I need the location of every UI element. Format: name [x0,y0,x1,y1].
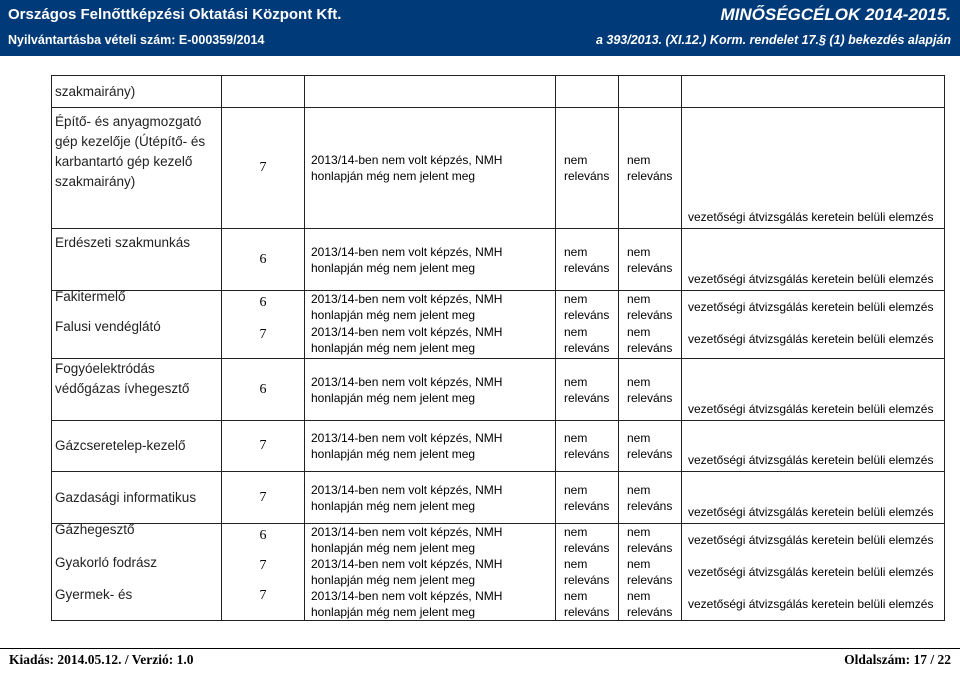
status-text: 2013/14-ben nem volt képzés, NMH honlapján még nem jelent meg [305,421,556,472]
evaluation-text: vezetőségi átvizsgálás keretein belüli elemzés [688,597,934,611]
score: 7 [259,588,267,603]
relevance-1: nem releváns [564,589,610,619]
relevance-1: nem releváns [556,472,619,524]
score: 6 [222,229,305,291]
page-header [0,0,960,56]
score: 7 [222,108,305,229]
evaluation-text: vezetőségi átvizsgálás keretein belüli elemzés [682,472,945,524]
status-text: 2013/14-ben nem volt képzés, NMH honlapján még nem jelent meg [311,589,503,619]
relevance-2: nem releváns [627,557,673,587]
relevance-2: nem releváns [627,525,673,555]
quality-goals-title: MINŐSÉGCÉLOK 2014-2015. [720,5,951,24]
qualification-table [51,75,945,621]
evaluation-text: vezetőségi átvizsgálás keretein belüli elemzés [682,229,945,291]
qualification-name: Falusi vendéglátó [55,319,161,334]
table-row [52,108,945,229]
evaluation-text: vezetőségi átvizsgálás keretein belüli elemzés [682,108,945,229]
evaluation-text: vezetőségi átvizsgálás keretein belüli elemzés [682,421,945,472]
score: 6 [259,295,267,310]
relevance-1: nem releváns [556,229,619,291]
org-name: Országos Felnőttképzési Oktatási Központ Kft. [8,6,342,23]
evaluation-text: vezetőségi átvizsgálás keretein belüli elemzés [682,359,945,421]
relevance-2: nem releváns [627,589,673,619]
qualification-name: Gázcseretelep-kezelő [52,421,222,472]
status-text: 2013/14-ben nem volt képzés, NMH honlapján még nem jelent meg [305,472,556,524]
status-text: 2013/14-ben nem volt képzés, NMH honlapján még nem jelent meg [305,108,556,229]
qualification-name: Gyakorló fodrász [55,555,158,570]
page-number: Oldalszám: 17 / 22 [844,652,951,667]
relevance-2: nem releváns [619,472,682,524]
relevance-1: nem releváns [556,359,619,421]
score: 7 [259,327,267,342]
relevance-1: nem releváns [564,557,610,587]
status-text: 2013/14-ben nem volt képzés, NMH honlapján még nem jelent meg [305,229,556,291]
relevance-2: nem releváns [627,292,673,322]
qualification-name: Gyermek- és [55,587,133,602]
evaluation-text: vezetőségi átvizsgálás keretein belüli elemzés [688,565,934,579]
page-footer [0,648,960,684]
evaluation-text: vezetőségi átvizsgálás keretein belüli elemzés [688,332,934,346]
table-row [52,359,945,421]
relevance-1: nem releváns [564,292,610,322]
relevance-2: nem releváns [619,421,682,472]
qualification-name: Fakitermelő [55,289,126,304]
score: 7 [222,472,305,524]
status-text: 2013/14-ben nem volt képzés, NMH honlapján még nem jelent meg [305,359,556,421]
score: 7 [222,421,305,472]
relevance-2: nem releváns [627,325,673,355]
evaluation-text: vezetőségi átvizsgálás keretein belüli elemzés [688,300,934,314]
table-row [52,291,945,359]
table-row [52,76,945,108]
regulation-reference: a 393/2013. (XI.12.) Korm. rendelet 17.§ (1) bekezdés alapján [595,33,951,47]
status-text: 2013/14-ben nem volt képzés, NMH honlapján még nem jelent meg [311,292,503,322]
score: 6 [222,359,305,421]
table-row [52,421,945,472]
relevance-1: nem releváns [564,525,610,555]
relevance-1: nem releváns [564,325,610,355]
evaluation-text: vezetőségi átvizsgálás keretein belüli elemzés [688,533,934,547]
relevance-2: nem releváns [619,359,682,421]
table-row [52,524,945,621]
status-text: 2013/14-ben nem volt képzés, NMH honlapján még nem jelent meg [311,557,503,587]
qualification-name: Fogyóelektródás védőgázas ívhegesztő [52,359,222,421]
relevance-1: nem releváns [556,421,619,472]
table-row [52,472,945,524]
qualification-name: Építő- és anyagmozgató gép kezelője (Útépítő- és karbantartó gép kezelő szakmairány) [52,108,222,229]
status-text: 2013/14-ben nem volt képzés, NMH honlapján még nem jelent meg [311,325,503,355]
relevance-2: nem releváns [619,108,682,229]
status-text: 2013/14-ben nem volt képzés, NMH honlapján még nem jelent meg [311,525,503,555]
qualification-name: Erdészeti szakmunkás [52,229,222,291]
registration-number: Nyilvántartásba vételi szám: E-000359/2014 [8,33,265,47]
relevance-1: nem releváns [556,108,619,229]
score: 6 [259,528,267,543]
score: 7 [259,558,267,573]
qualification-name: szakmairány) [52,76,222,108]
relevance-2: nem releváns [619,229,682,291]
qualification-name: Gazdasági informatikus [52,472,222,524]
qualification-name: Gázhegesztő [55,522,135,537]
issue-version: Kiadás: 2014.05.12. / Verzió: 1.0 [9,652,194,667]
table-row [52,229,945,291]
